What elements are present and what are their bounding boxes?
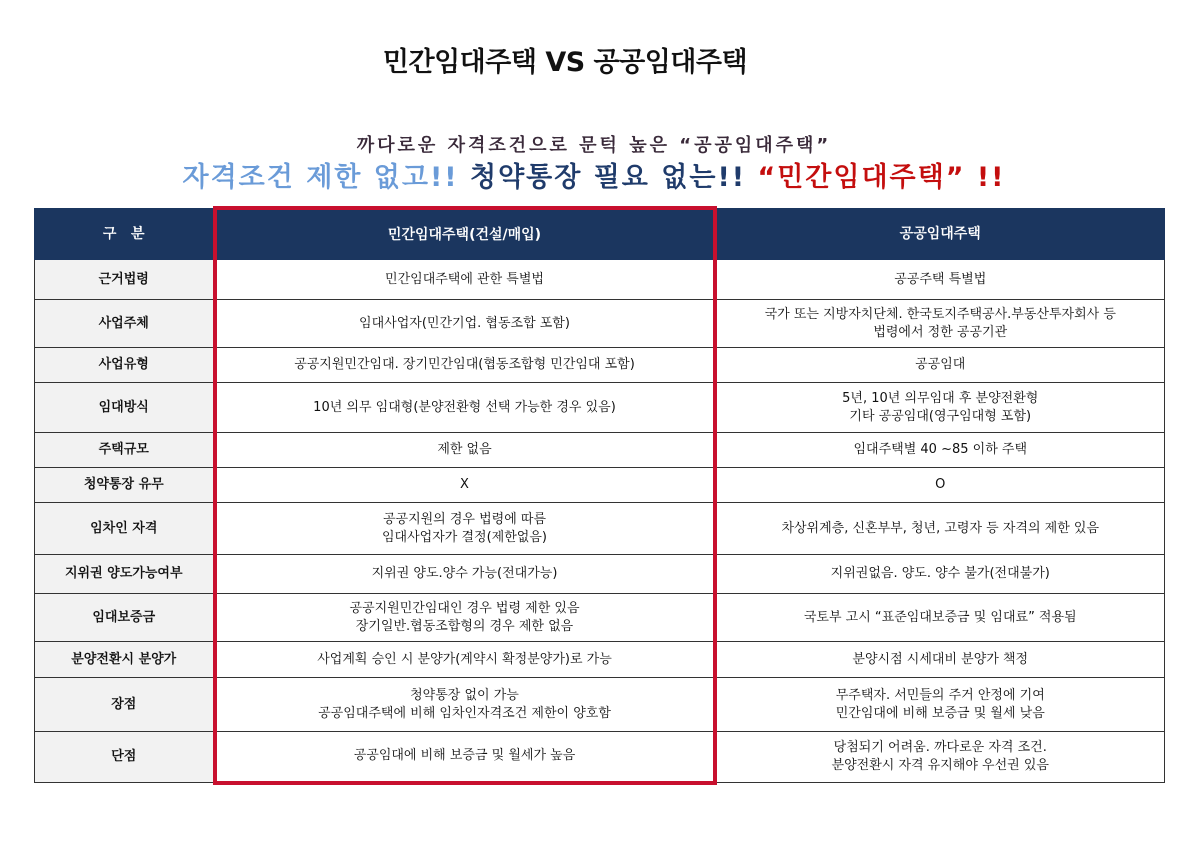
table-row xyxy=(35,594,1165,642)
cell-line: O xyxy=(935,477,946,492)
cell-public xyxy=(715,642,1165,678)
table-row xyxy=(35,503,1165,555)
cell-line: 분양전환시 자격 유지해야 우선권 있음 xyxy=(831,758,1049,773)
cell-line: 임대주택별 40 ~85 이하 주택 xyxy=(853,442,1028,457)
cell-line: 공공지원민간임대. 장기민간임대(협동조합형 민간임대 포함) xyxy=(294,357,635,372)
cell-public xyxy=(715,594,1165,642)
row-label: 단점 xyxy=(35,732,215,783)
cell-line: 차상위계층, 신혼부부, 청년, 고령자 등 자격의 제한 있음 xyxy=(781,520,1100,536)
cell-private xyxy=(215,468,715,503)
cell-line: 공공지원의 경우 법령에 따름 xyxy=(382,511,547,527)
cell-line: 국가 또는 지방자치단체. 한국토지주택공사.부동산투자회사 등 xyxy=(764,306,1116,322)
cell-public xyxy=(715,383,1165,433)
cell-line: 지위권 양도.양수 가능(전대가능) xyxy=(371,566,558,581)
row-label: 분양전환시 분양가 xyxy=(35,642,215,678)
row-label: 주택규모 xyxy=(35,433,215,468)
row-label: 장점 xyxy=(35,678,215,732)
table-row xyxy=(35,383,1165,433)
cell-line: 지위권없음. 양도. 양수 불가(전대불가) xyxy=(830,566,1050,581)
cell-private xyxy=(215,260,715,300)
cell-public xyxy=(715,678,1165,732)
cell-line: 법령에서 정한 공공기관 xyxy=(873,324,1008,340)
cell-line: 임대사업자가 결정(제한없음) xyxy=(382,529,547,545)
row-label: 사업주체 xyxy=(35,300,215,348)
cell-line: 10년 의무 임대형(분양전환형 선택 가능한 경우 있음) xyxy=(313,399,616,415)
row-label: 사업유형 xyxy=(35,348,215,383)
cell-line: 국토부 고시 “표준임대보증금 및 임대료” 적용됨 xyxy=(803,609,1077,625)
table-row xyxy=(35,678,1165,732)
cell-line: 공공임대주택에 비해 임차인자격조건 제한이 양호함 xyxy=(318,705,611,721)
subtitle-part-2: 청약통장 필요 없는!! xyxy=(469,162,747,193)
table-row xyxy=(35,555,1165,594)
cell-line: 청약통장 없이 가능 xyxy=(410,687,519,703)
cell-private xyxy=(215,555,715,594)
header-public: 공공임대주택 xyxy=(715,208,1165,260)
table-row xyxy=(35,433,1165,468)
row-label: 근거법령 xyxy=(35,260,215,300)
cell-public xyxy=(715,433,1165,468)
table-row xyxy=(35,468,1165,503)
cell-line: 기타 공공임대(영구임대형 포함) xyxy=(849,408,1032,424)
table-row xyxy=(35,732,1165,783)
row-label: 임차인 자격 xyxy=(35,503,215,555)
row-label: 임대보증금 xyxy=(35,594,215,642)
cell-public xyxy=(715,468,1165,503)
page-title: 민간임대주택 VS 공공임대주택 xyxy=(382,47,748,78)
header-category: 구 분 xyxy=(35,208,215,260)
cell-line: 임대사업자(민간기업. 협동조합 포함) xyxy=(359,315,570,331)
row-label: 임대방식 xyxy=(35,383,215,433)
cell-public xyxy=(715,348,1165,383)
table-header-row xyxy=(35,208,1165,260)
table-row xyxy=(35,642,1165,678)
cell-line: 민간임대주택에 관한 특별법 xyxy=(385,271,544,287)
cell-private xyxy=(215,678,715,732)
cell-public xyxy=(715,260,1165,300)
cell-line: 민간임대에 비해 보증금 및 월세 낮음 xyxy=(835,705,1045,721)
cell-public xyxy=(715,503,1165,555)
row-label: 지위권 양도가능여부 xyxy=(35,555,215,594)
cell-line: 제한 없음 xyxy=(437,442,492,457)
table-row xyxy=(35,300,1165,348)
cell-public xyxy=(715,555,1165,594)
subtitle-main xyxy=(0,155,1188,194)
cell-private xyxy=(215,642,715,678)
row-label: 청약통장 유무 xyxy=(35,468,215,503)
cell-line: 무주택자. 서민들의 주거 안정에 기여 xyxy=(835,687,1045,703)
cell-public xyxy=(715,300,1165,348)
cell-private xyxy=(215,433,715,468)
cell-private xyxy=(215,594,715,642)
subtitle-part-1: 자격조건 제한 없고!! xyxy=(182,162,459,193)
table-row xyxy=(35,260,1165,300)
comparison-table xyxy=(34,206,1165,785)
cell-line: 공공임대 xyxy=(915,357,966,372)
cell-line: X xyxy=(460,477,469,492)
cell-line: 장기일반.협동조합형의 경우 제한 없음 xyxy=(355,618,574,634)
subtitle-part-3: “민간임대주택” !! xyxy=(757,162,1006,193)
cell-private xyxy=(215,383,715,433)
cell-private xyxy=(215,503,715,555)
cell-line: 사업계획 승인 시 분양가(계약시 확정분양가)로 가능 xyxy=(317,651,612,667)
table-row xyxy=(35,348,1165,383)
cell-line: 공공지원민간임대인 경우 법령 제한 있음 xyxy=(349,600,580,616)
cell-private xyxy=(215,300,715,348)
cell-line: 5년, 10년 의무임대 후 분양전환형 xyxy=(842,390,1039,406)
cell-line: 공공주택 특별법 xyxy=(894,271,987,287)
cell-line: 공공임대에 비해 보증금 및 월세가 높음 xyxy=(353,748,576,764)
subtitle-top: 까다로운 자격조건으로 문턱 높은 “공공임대주택” xyxy=(356,135,832,156)
cell-line: 분양시점 시세대비 분양가 책정 xyxy=(852,651,1029,667)
cell-line: 당첨되기 어려움. 까다로운 자격 조건. xyxy=(833,740,1047,755)
header-private: 민간임대주택(건설/매입) xyxy=(215,208,715,260)
cell-private xyxy=(215,348,715,383)
cell-private xyxy=(215,732,715,783)
cell-public xyxy=(715,732,1165,783)
